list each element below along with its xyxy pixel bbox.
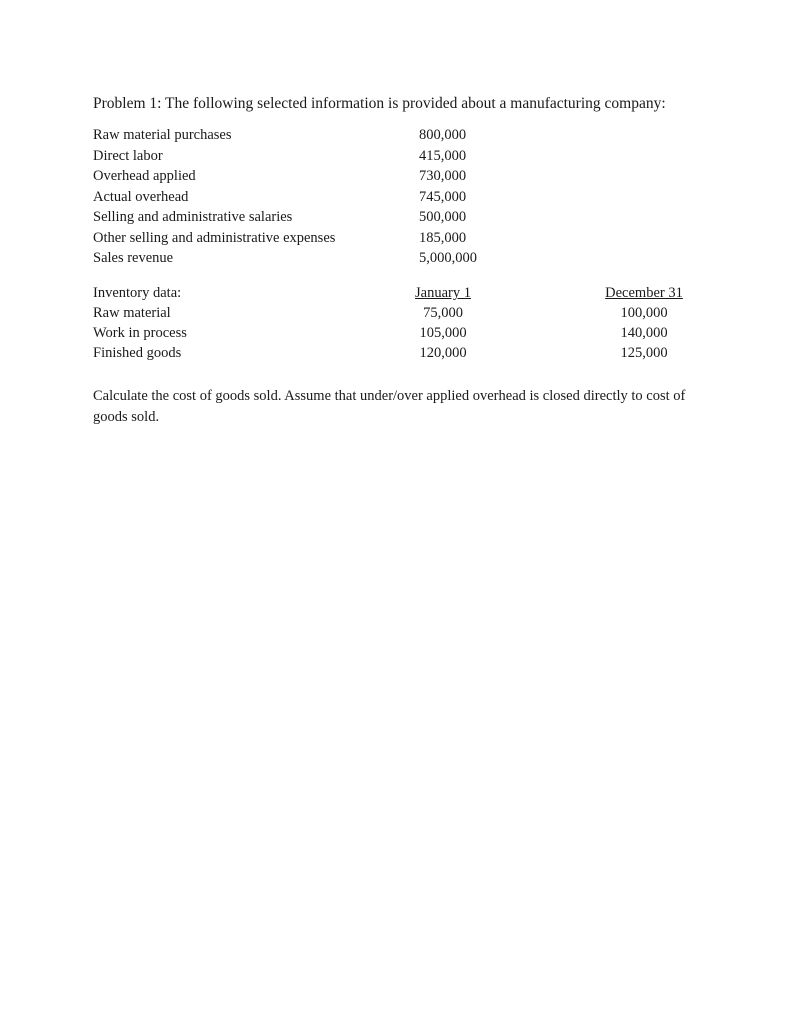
item-value: 500,000 [419,209,467,225]
inventory-row [93,325,713,345]
inventory-jan-value: 120,000 [419,345,467,361]
inventory-header-label: Inventory data: [93,285,182,301]
inventory-dec-value: 125,000 [620,345,668,361]
inventory-label: Raw material [93,305,171,321]
item-value: 730,000 [419,168,467,184]
item-value: 415,000 [419,148,467,164]
inventory-jan-value: 75,000 [423,305,463,321]
inventory-dec-value: 100,000 [620,305,668,321]
inventory-label: Work in process [93,325,187,341]
inventory-label: Finished goods [93,345,182,361]
item-label: Sales revenue [93,250,174,266]
item-row [93,250,713,270]
item-row [93,127,713,147]
instruction-text: Calculate the cost of goods sold. Assume that under/over applied overhead is closed directly to cost of goods sold. [93,388,686,425]
item-label: Direct labor [93,148,163,164]
item-value: 745,000 [419,189,467,205]
item-row [93,209,713,229]
inventory-dec-value: 140,000 [620,325,668,341]
item-label: Overhead applied [93,168,196,184]
item-row [93,168,713,188]
inventory-row [93,305,713,325]
item-row [93,189,713,209]
item-label: Raw material purchases [93,127,232,143]
item-value: 800,000 [419,127,467,143]
inventory-jan-value: 105,000 [419,325,467,341]
item-label: Actual overhead [93,189,189,205]
inventory-row [93,345,713,365]
problem-heading: Problem 1: The following selected information is provided about a manufacturing company: [93,95,666,112]
column-header-january: January 1 [415,285,471,301]
item-value: 185,000 [419,230,467,246]
item-label: Other selling and administrative expenses [93,230,336,246]
item-row [93,230,713,250]
column-header-december: December 31 [605,285,683,301]
item-value: 5,000,000 [419,250,477,266]
item-label: Selling and administrative salaries [93,209,293,225]
inventory-header-row [93,285,713,305]
item-row [93,148,713,168]
